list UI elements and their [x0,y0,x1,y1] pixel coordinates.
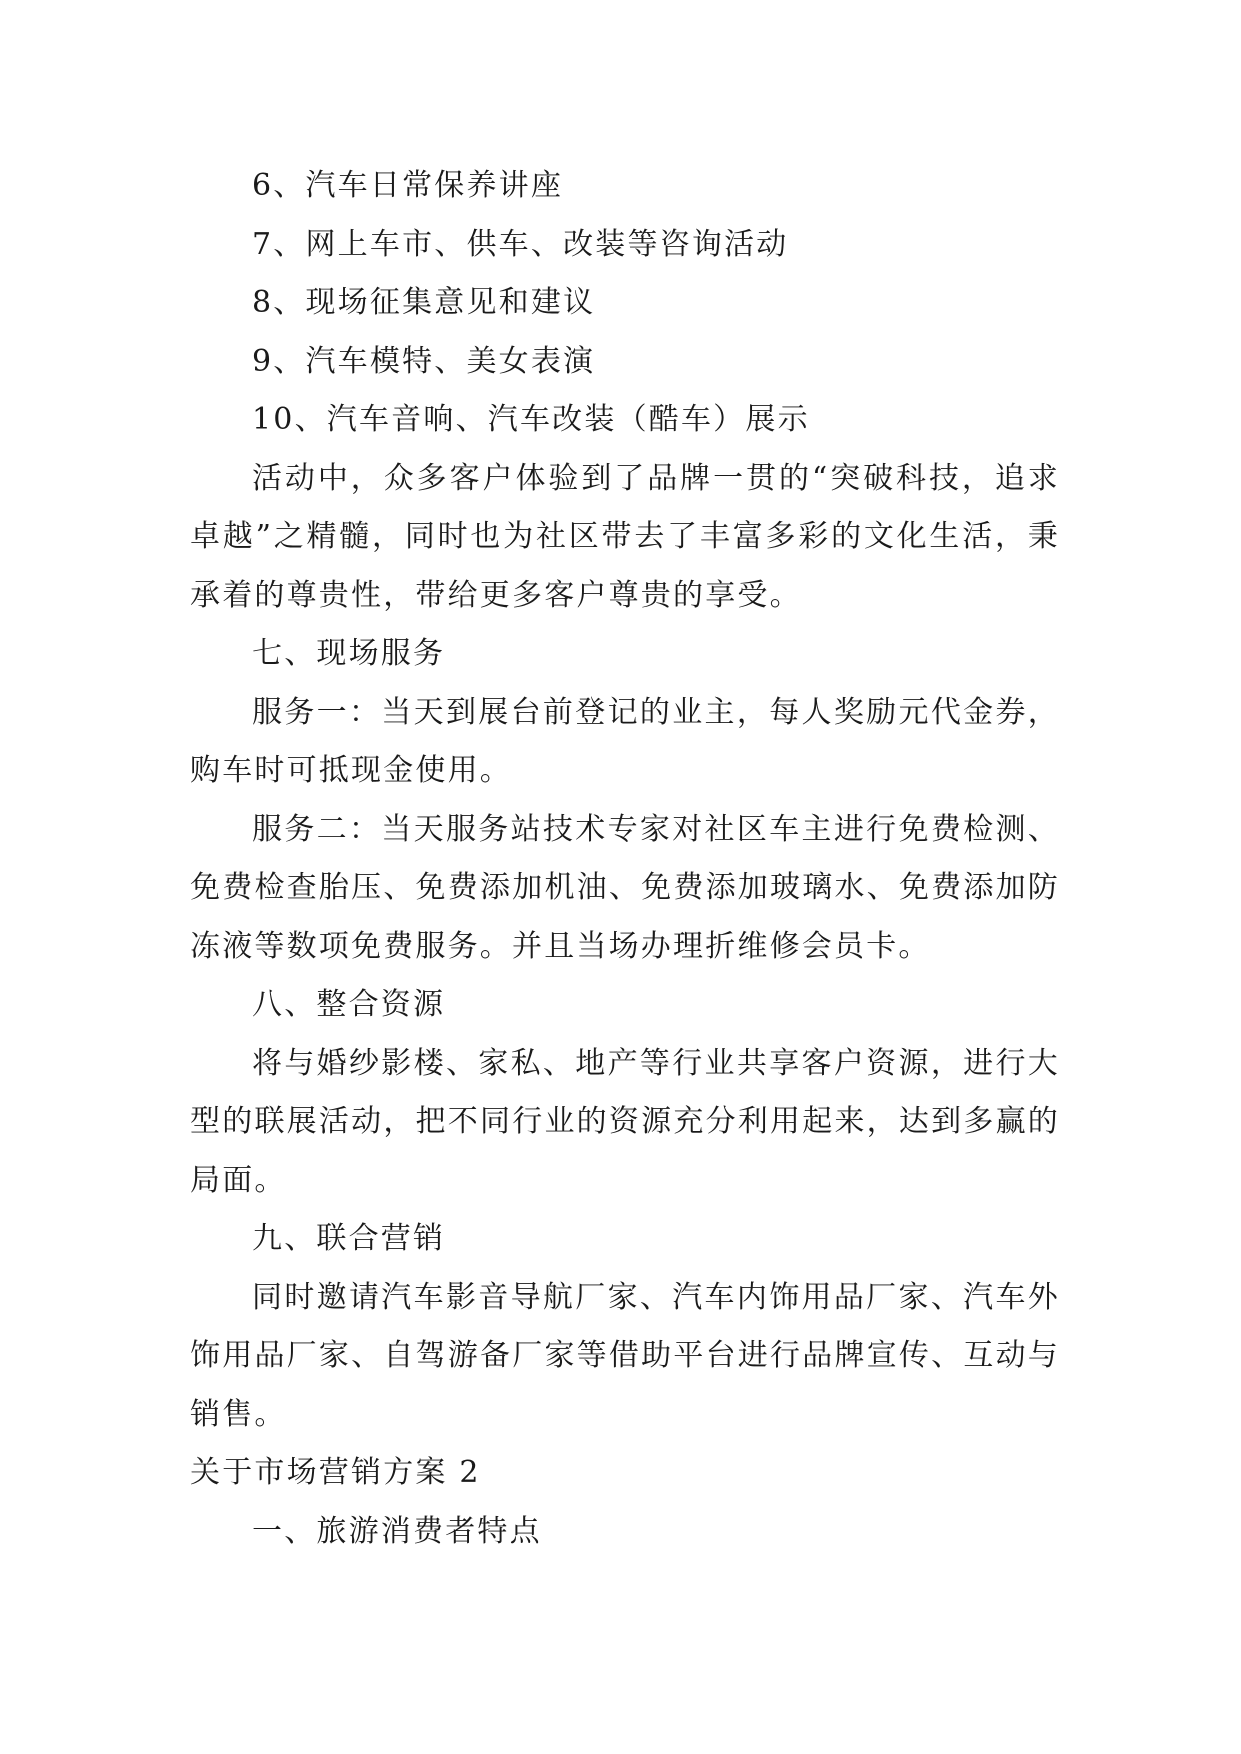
heading-integrate-resources: 八、整合资源 [252,987,446,1022]
list-item-7: 7、网上车市、供车、改装等咨询活动 [252,226,789,262]
heading-tourist-traits: 一、旅游消费者特点 [252,1513,542,1549]
list-item-10: 10、汽车音响、汽车改装（酷车）展示 [252,402,810,437]
heading-onsite-service: 七、现场服务 [252,636,446,671]
paragraph-service-two: 服务二：当天服务站技术专家对社区车主进行免费检测、免费检查胎压、免费添加机油、免费添加玻璃水、免费添加防冻液等数项免费服务。并且当场办理折维修会员卡。 [190,811,1060,964]
paragraph-experience: 活动中，众多客户体验到了品牌一贯的“突破科技，追求卓越”之精髓，同时也为社区带去了丰富多彩的文化生活，秉承着的尊贵性，带给更多客户尊贵的享受。 [190,460,1060,613]
heading-joint-marketing: 九、联合营销 [252,1221,446,1256]
paragraph-service-one: 服务一：当天到展台前登记的业主，每人奖励元代金券，购车时可抵现金使用。 [190,694,1060,788]
section-title: 关于市场营销方案 2 [190,1455,481,1490]
list-item-9: 9、汽车模特、美女表演 [252,343,596,379]
paragraph-joint-marketing: 同时邀请汽车影音导航厂家、汽车内饰用品厂家、汽车外饰用品厂家、自驾游备厂家等借助平台进行品牌宣传、互动与销售。 [190,1279,1060,1432]
list-item-6: 6、汽车日常保养讲座 [252,168,564,203]
document-body [190,157,1060,1561]
list-item-8: 8、现场征集意见和建议 [252,285,596,320]
paragraph-resources: 将与婚纱影楼、家私、地产等行业共享客户资源，进行大型的联展活动，把不同行业的资源充分利用起来，达到多赢的局面。 [190,1045,1060,1198]
